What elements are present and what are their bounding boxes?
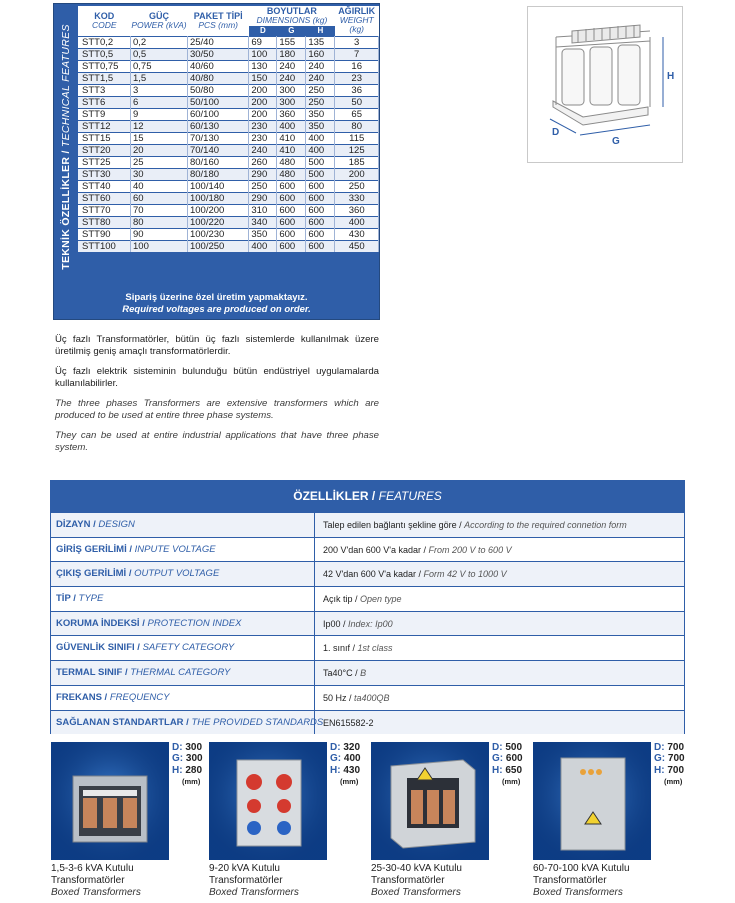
- cell-weight: 450: [335, 240, 379, 252]
- spec-row: [78, 156, 379, 168]
- cell-package: 100/220: [187, 216, 248, 228]
- cell-package: 40/60: [187, 60, 248, 72]
- cell-d: 240: [249, 144, 277, 156]
- cell-code: STT25: [78, 156, 131, 168]
- header-d: D: [249, 26, 277, 36]
- cell-d: 200: [249, 96, 277, 108]
- cell-d: 100: [249, 48, 277, 60]
- cell-code: STT12: [78, 120, 131, 132]
- product-dimensions: D: 700 G: 700 H: 700 (mm): [654, 742, 685, 787]
- boxed-transformer-photo: [51, 742, 169, 860]
- cell-code: STT15: [78, 132, 131, 144]
- cell-power: 9: [131, 108, 188, 120]
- feature-value: Açık tip / Open type: [323, 594, 402, 605]
- cell-weight: 80: [335, 120, 379, 132]
- cell-g: 600: [277, 228, 306, 240]
- cell-g: 300: [277, 84, 306, 96]
- cell-weight: 200: [335, 168, 379, 180]
- cell-package: 100/230: [187, 228, 248, 240]
- transformer-dimension-diagram: [527, 6, 683, 163]
- product-caption: 60-70-100 kVA Kutulu Transformatörler Boxed Transformers: [533, 863, 630, 898]
- cell-d: 340: [249, 216, 277, 228]
- header-g: G: [277, 26, 306, 36]
- cell-weight: 125: [335, 144, 379, 156]
- description-en-1: The three phases Transformers are extensive transformers which are produced to be used at entire three phase systems.: [55, 398, 379, 421]
- cell-g: 480: [277, 156, 306, 168]
- cell-package: 25/40: [187, 36, 248, 48]
- feature-key: KORUMA İNDEKSİ / PROTECTION INDEX: [51, 612, 315, 636]
- feature-value: 1. sınıf / 1st class: [323, 643, 393, 654]
- cell-power: 100: [131, 240, 188, 252]
- cell-g: 180: [277, 48, 306, 60]
- cell-code: STT3: [78, 84, 131, 96]
- cell-power: 70: [131, 204, 188, 216]
- cell-d: 200: [249, 108, 277, 120]
- cell-power: 6: [131, 96, 188, 108]
- cell-code: STT70: [78, 204, 131, 216]
- cell-package: 100/180: [187, 192, 248, 204]
- cell-g: 600: [277, 216, 306, 228]
- cell-package: 60/100: [187, 108, 248, 120]
- feature-value: Talep edilen bağlantı şekline göre / According to the required connetion form: [323, 520, 627, 530]
- cell-h: 240: [306, 72, 335, 84]
- cell-h: 240: [306, 60, 335, 72]
- cell-g: 480: [277, 168, 306, 180]
- feature-row: [51, 710, 684, 735]
- cell-d: 400: [249, 240, 277, 252]
- description-en-2: They can be used at entire industrial applications that have three phase system.: [55, 430, 379, 453]
- diagram-label-g: G: [612, 136, 620, 147]
- cell-weight: 185: [335, 156, 379, 168]
- feature-row: [51, 635, 684, 660]
- cell-code: STT30: [78, 168, 131, 180]
- spec-row: [78, 36, 379, 48]
- cell-d: 130: [249, 60, 277, 72]
- cell-d: 290: [249, 168, 277, 180]
- cell-code: STT90: [78, 228, 131, 240]
- cell-d: 250: [249, 180, 277, 192]
- spec-row: [78, 60, 379, 72]
- feature-value: 42 V'dan 600 V'a kadar / Form 42 V to 1000 V: [323, 569, 507, 580]
- cell-code: STT0,5: [78, 48, 131, 60]
- cell-h: 600: [306, 180, 335, 192]
- transformer-drawing: [528, 7, 682, 162]
- cell-h: 600: [306, 240, 335, 252]
- cell-weight: 23: [335, 72, 379, 84]
- cell-weight: 360: [335, 204, 379, 216]
- technical-features-table: [78, 6, 379, 252]
- spec-row: [78, 228, 379, 240]
- spec-row: [78, 204, 379, 216]
- spec-row: [78, 132, 379, 144]
- cell-g: 410: [277, 144, 306, 156]
- order-note-en: Required voltages are produced on order.: [122, 304, 311, 315]
- feature-key: TERMAL SINIF / THERMAL CATEGORY: [51, 661, 315, 685]
- cell-code: STT40: [78, 180, 131, 192]
- cell-weight: 115: [335, 132, 379, 144]
- spec-row: [78, 120, 379, 132]
- feature-row: [51, 586, 684, 611]
- order-note: [54, 290, 379, 319]
- cell-d: 69: [249, 36, 277, 48]
- cell-power: 0,5: [131, 48, 188, 60]
- feature-row: [51, 512, 684, 537]
- boxed-transformer-photo: [371, 742, 489, 860]
- spec-row: [78, 84, 379, 96]
- boxed-transformer-photo: [533, 742, 651, 860]
- product-caption: 1,5-3-6 kVA Kutulu Transformatörler Boxed Transformers: [51, 863, 141, 898]
- cell-g: 240: [277, 72, 306, 84]
- cell-weight: 250: [335, 180, 379, 192]
- description-tr-2: Üç fazlı elektrik sisteminin bulunduğu bütün endüstriyel uygulamalarda kullanılabilirler.: [55, 366, 379, 389]
- cell-d: 310: [249, 204, 277, 216]
- cell-d: 290: [249, 192, 277, 204]
- header-code: KOD CODE: [78, 6, 131, 36]
- spec-row: [78, 144, 379, 156]
- cell-weight: 400: [335, 216, 379, 228]
- product-caption: 9-20 kVA Kutulu Transformatörler Boxed Transformers: [209, 863, 299, 898]
- cell-d: 230: [249, 120, 277, 132]
- cell-h: 350: [306, 108, 335, 120]
- cell-h: 600: [306, 228, 335, 240]
- cell-weight: 330: [335, 192, 379, 204]
- technical-features-side-label: TEKNİK ÖZELLİKLER / TECHNICAL FEATURES: [54, 4, 78, 290]
- cell-power: 0,2: [131, 36, 188, 48]
- feature-value: 50 Hz / ta400QB: [323, 692, 390, 703]
- cell-g: 360: [277, 108, 306, 120]
- spec-row: [78, 96, 379, 108]
- feature-key: SAĞLANAN STANDARTLAR / THE PROVIDED STANDARDS: [51, 711, 315, 735]
- cell-package: 70/140: [187, 144, 248, 156]
- cell-h: 400: [306, 132, 335, 144]
- cell-weight: 50: [335, 96, 379, 108]
- cell-weight: 36: [335, 84, 379, 96]
- cell-g: 410: [277, 132, 306, 144]
- header-power: GÜÇ POWER (kVA): [131, 6, 188, 36]
- feature-value: Ta40°C / B: [323, 668, 367, 679]
- cell-package: 100/250: [187, 240, 248, 252]
- product-dimensions: D: 300 G: 300 H: 280 (mm): [172, 742, 203, 787]
- cell-h: 400: [306, 144, 335, 156]
- order-note-tr: Sipariş üzerine özel üretim yapmaktayız.: [125, 292, 308, 303]
- cell-h: 600: [306, 216, 335, 228]
- cell-g: 400: [277, 120, 306, 132]
- cell-code: STT20: [78, 144, 131, 156]
- spec-row: [78, 168, 379, 180]
- cell-h: 160: [306, 48, 335, 60]
- feature-row: [51, 685, 684, 710]
- features-table: [50, 480, 685, 734]
- cell-package: 100/200: [187, 204, 248, 216]
- cell-h: 500: [306, 168, 335, 180]
- cell-package: 80/180: [187, 168, 248, 180]
- cell-weight: 3: [335, 36, 379, 48]
- cell-power: 25: [131, 156, 188, 168]
- header-h: H: [306, 26, 335, 36]
- cell-package: 60/130: [187, 120, 248, 132]
- feature-value: 200 V'dan 600 V'a kadar / From 200 V to 600 V: [323, 544, 512, 555]
- cell-power: 1,5: [131, 72, 188, 84]
- cell-g: 600: [277, 204, 306, 216]
- cell-h: 250: [306, 96, 335, 108]
- cell-power: 80: [131, 216, 188, 228]
- diagram-label-h: H: [667, 71, 675, 82]
- cell-package: 70/130: [187, 132, 248, 144]
- cell-code: STT1,5: [78, 72, 131, 84]
- feature-key: FREKANS / FREQUENCY: [51, 686, 315, 710]
- product-description: [55, 334, 379, 462]
- cell-package: 50/80: [187, 84, 248, 96]
- cell-d: 260: [249, 156, 277, 168]
- feature-key: ÇIKIŞ GERİLİMİ / OUTPUT VOLTAGE: [51, 562, 315, 586]
- header-weight: AĞIRLIK WEIGHT (kg): [335, 6, 379, 36]
- feature-row: [51, 611, 684, 636]
- spec-row: [78, 72, 379, 84]
- product-dimensions: D: 500 G: 600 H: 650 (mm): [492, 742, 523, 787]
- feature-row: [51, 561, 684, 586]
- cell-power: 20: [131, 144, 188, 156]
- cell-h: 350: [306, 120, 335, 132]
- header-dimensions: BOYUTLAR DIMENSIONS (kg): [249, 6, 335, 26]
- feature-key: GİRİŞ GERİLİMİ / INPUTE VOLTAGE: [51, 538, 315, 562]
- spec-row: [78, 240, 379, 252]
- cell-package: 100/140: [187, 180, 248, 192]
- boxed-transformer-photo: [209, 742, 327, 860]
- spec-row: [78, 108, 379, 120]
- cell-power: 60: [131, 192, 188, 204]
- cell-code: STT0,75: [78, 60, 131, 72]
- header-package: PAKET TİPİ PCS (mm): [187, 6, 248, 36]
- cell-weight: 65: [335, 108, 379, 120]
- cell-code: STT6: [78, 96, 131, 108]
- cell-weight: 7: [335, 48, 379, 60]
- description-tr-1: Üç fazlı Transformatörler, bütün üç fazlı sistemlerde kullanılmak üzere üretilmiş geniş amaçlı transformatörlerdir.: [55, 334, 379, 357]
- features-title: ÖZELLİKLER / FEATURES: [51, 481, 684, 512]
- feature-value: Ip00 / Index: Ip00: [323, 618, 393, 629]
- cell-power: 12: [131, 120, 188, 132]
- cell-d: 230: [249, 132, 277, 144]
- cell-power: 15: [131, 132, 188, 144]
- cell-g: 300: [277, 96, 306, 108]
- cell-weight: 430: [335, 228, 379, 240]
- cell-d: 350: [249, 228, 277, 240]
- feature-value: EN615582-2: [323, 717, 374, 728]
- cell-g: 600: [277, 240, 306, 252]
- spec-row: [78, 216, 379, 228]
- cell-d: 200: [249, 84, 277, 96]
- cell-h: 600: [306, 192, 335, 204]
- cell-h: 250: [306, 84, 335, 96]
- cell-d: 150: [249, 72, 277, 84]
- feature-key: DİZAYN / DESIGN: [51, 513, 315, 537]
- cell-h: 500: [306, 156, 335, 168]
- cell-power: 90: [131, 228, 188, 240]
- spec-row: [78, 192, 379, 204]
- cell-h: 135: [306, 36, 335, 48]
- cell-package: 50/100: [187, 96, 248, 108]
- cell-package: 40/80: [187, 72, 248, 84]
- cell-package: 30/50: [187, 48, 248, 60]
- cell-h: 600: [306, 204, 335, 216]
- diagram-label-d: D: [552, 127, 560, 138]
- spec-row: [78, 48, 379, 60]
- cell-g: 600: [277, 180, 306, 192]
- cell-code: STT9: [78, 108, 131, 120]
- technical-features-block: [53, 3, 380, 320]
- feature-key: TİP / TYPE: [51, 587, 315, 611]
- cell-code: STT0,2: [78, 36, 131, 48]
- product-dimensions: D: 320 G: 400 H: 430 (mm): [330, 742, 361, 787]
- feature-row: [51, 537, 684, 562]
- cell-g: 600: [277, 192, 306, 204]
- cell-power: 40: [131, 180, 188, 192]
- cell-power: 30: [131, 168, 188, 180]
- cell-g: 155: [277, 36, 306, 48]
- spec-row: [78, 180, 379, 192]
- feature-row: [51, 660, 684, 685]
- product-caption: 25-30-40 kVA Kutulu Transformatörler Boxed Transformers: [371, 863, 462, 898]
- cell-code: STT100: [78, 240, 131, 252]
- cell-power: 3: [131, 84, 188, 96]
- cell-code: STT60: [78, 192, 131, 204]
- cell-g: 240: [277, 60, 306, 72]
- cell-weight: 16: [335, 60, 379, 72]
- cell-package: 80/160: [187, 156, 248, 168]
- feature-key: GÜVENLİK SINIFI / SAFETY CATEGORY: [51, 636, 315, 660]
- cell-power: 0,75: [131, 60, 188, 72]
- cell-code: STT80: [78, 216, 131, 228]
